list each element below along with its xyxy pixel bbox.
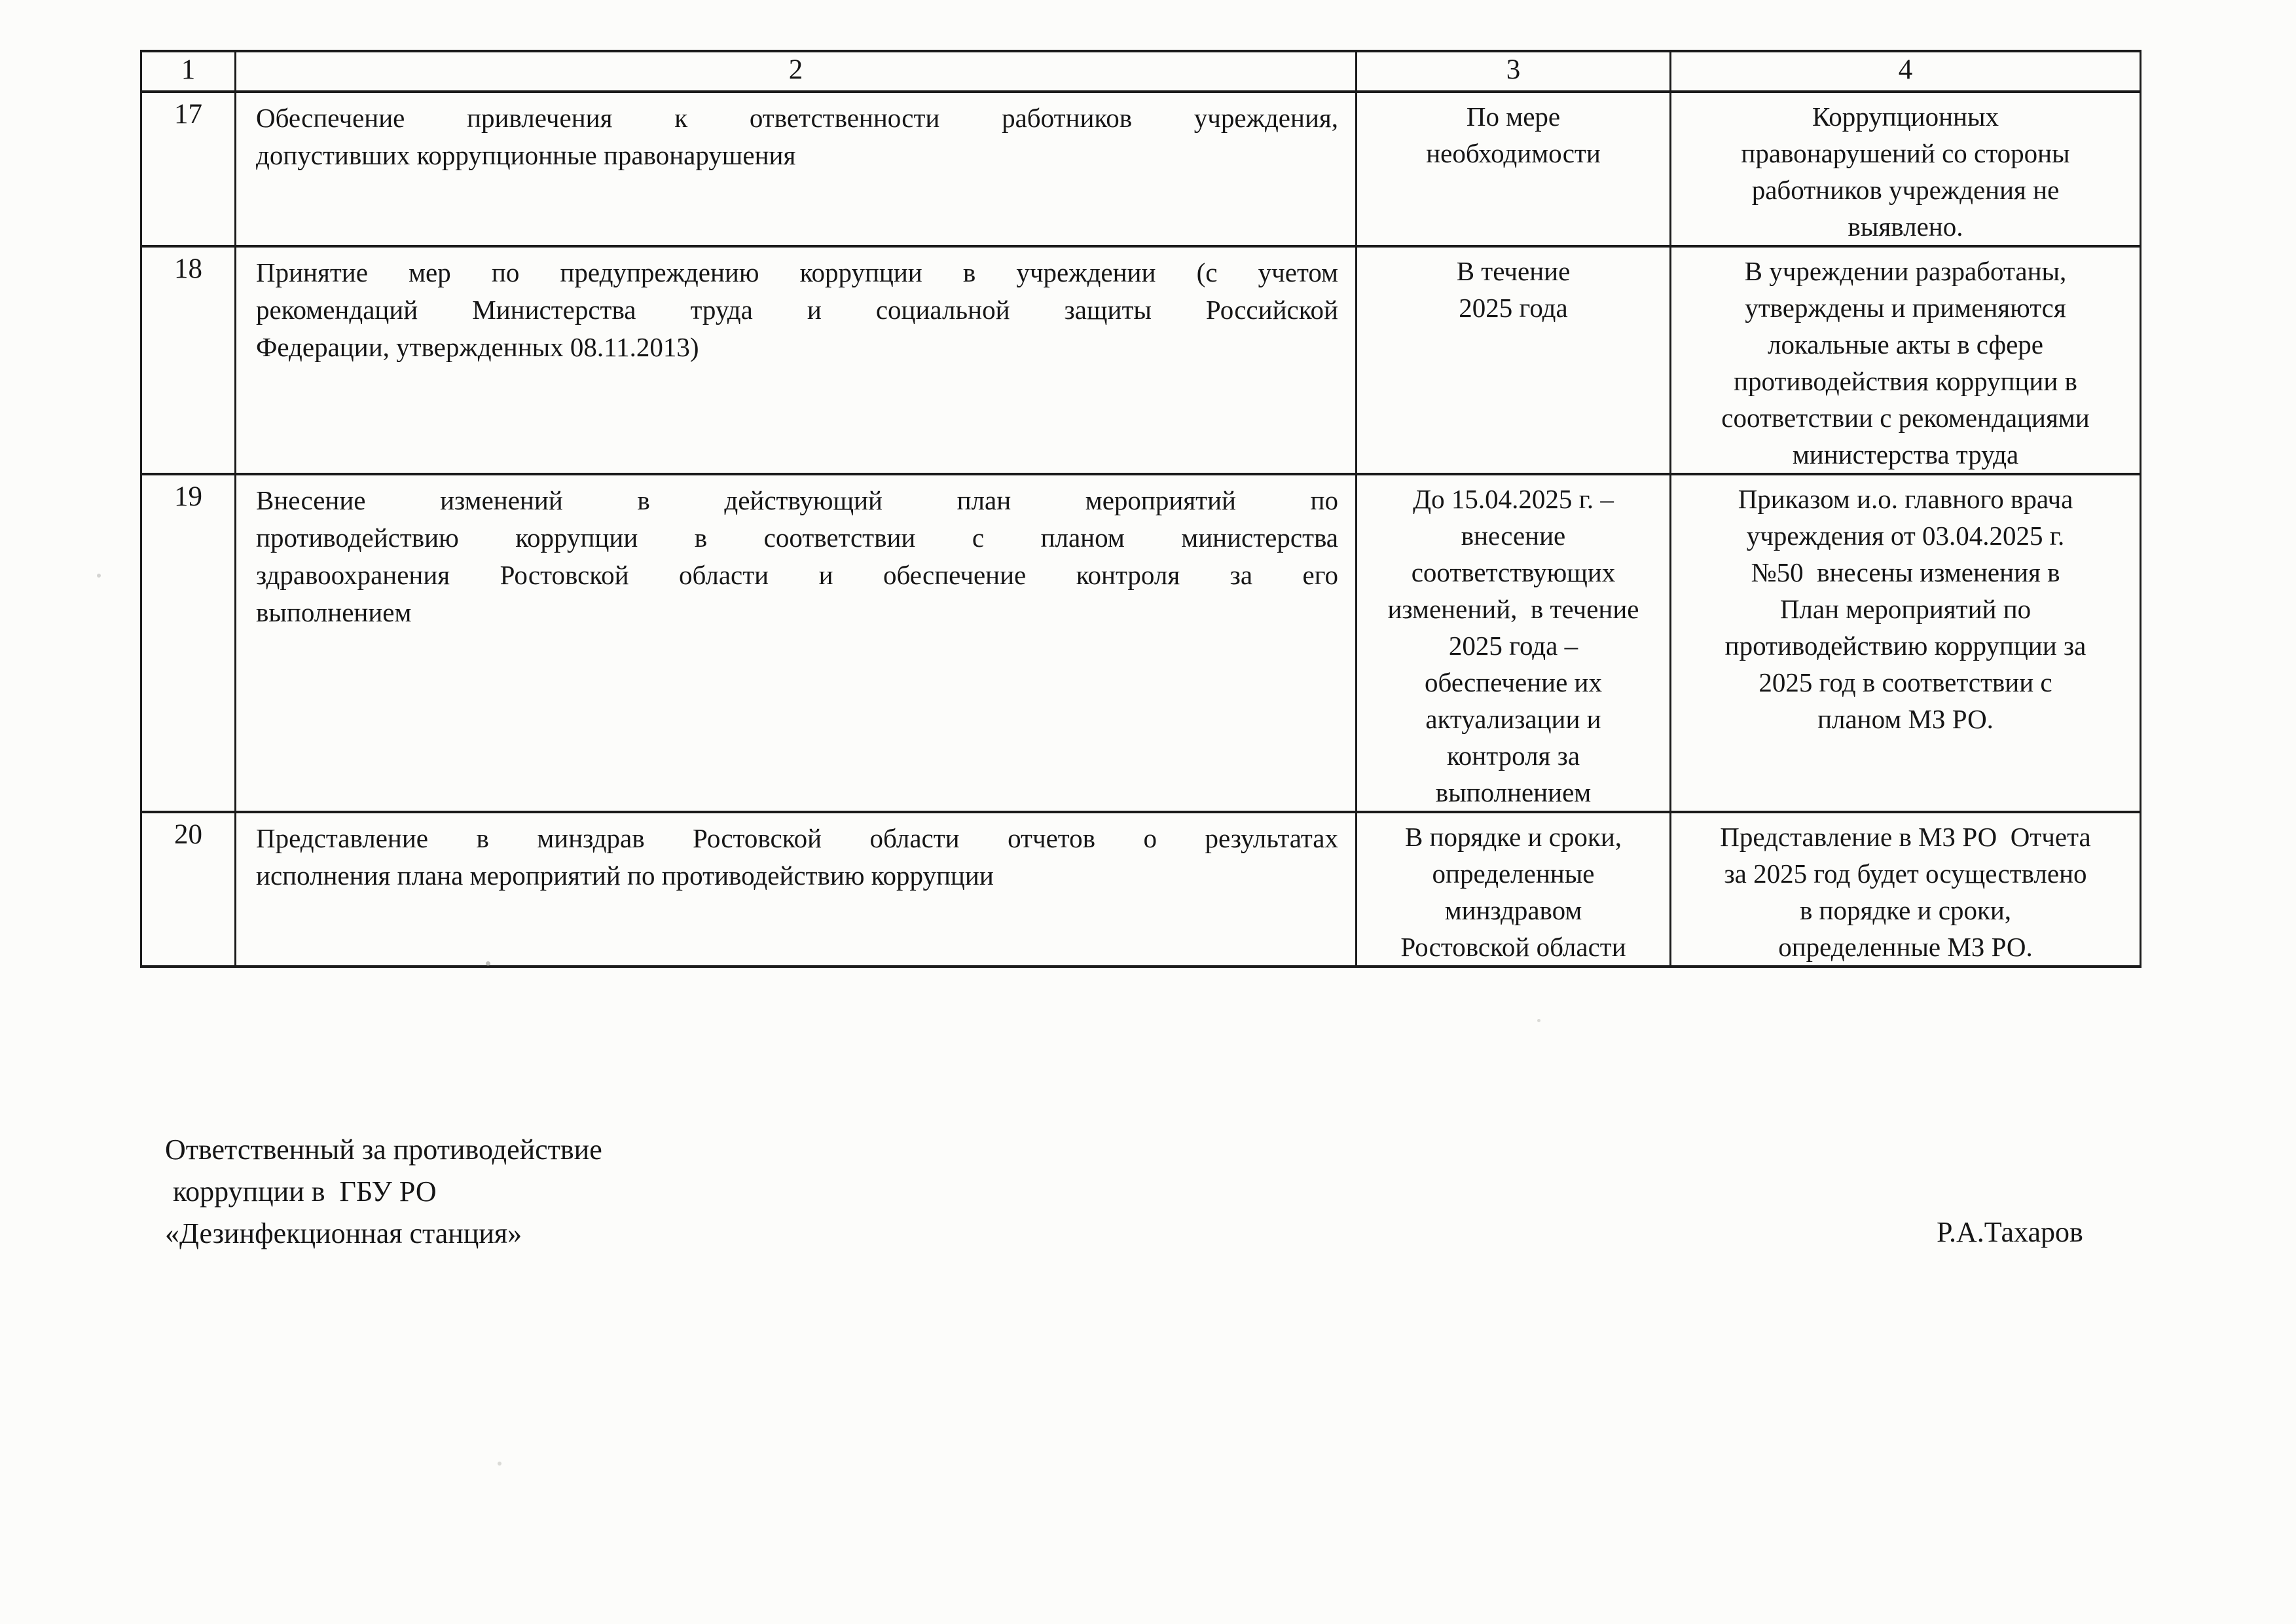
text-line: правонарушений со стороны (1741, 138, 2070, 168)
text-line: актуализации и (1425, 704, 1601, 734)
text-line: противодействию коррупции в соответствии с планом министерства (256, 523, 1338, 553)
text-line: работников учреждения не (1751, 175, 2060, 205)
signature-line-2: коррупции в ГБУ РО (173, 1175, 437, 1208)
text-line: планом МЗ РО. (1817, 704, 1994, 734)
row-number: 17 (141, 92, 236, 246)
text-line: рекомендаций Министерства труда и социальной защиты Российской (256, 295, 1338, 325)
term-cell (1357, 246, 1671, 474)
text-line: определенные (1432, 858, 1595, 889)
column-header-1: 1 (141, 51, 236, 92)
text-line: Принятие мер по предупреждению коррупции в учреждении (с учетом (256, 257, 1338, 287)
text-line: в порядке и сроки, (1799, 895, 2012, 925)
text-line: До 15.04.2025 г. – (1413, 484, 1614, 514)
column-header-3: 3 (1357, 51, 1671, 92)
table-row-20 (141, 812, 2141, 967)
text-line: учреждения от 03.04.2025 г. (1746, 521, 2065, 551)
text-line: определенные МЗ РО. (1778, 932, 2033, 962)
term-cell (1357, 92, 1671, 246)
row-number: 19 (141, 474, 236, 812)
signatory-name: Р.А.Тахаров (1937, 1216, 2083, 1248)
measure-cell (236, 246, 1357, 474)
text-line: изменений, в течение (1387, 594, 1639, 624)
signature-line-1: Ответственный за противодействие (165, 1134, 602, 1166)
text-line: исполнения плана мероприятий по противодействию коррупции (256, 860, 994, 891)
text-line: Ростовской области (1400, 932, 1626, 962)
text-line: По мере (1466, 101, 1561, 132)
column-header-4: 4 (1671, 51, 2141, 92)
table-header-row (141, 51, 2141, 92)
text-line: противодействию коррупции за (1724, 631, 2086, 661)
text-line: соответствии с рекомендациями (1721, 403, 2090, 433)
text-line: выявлено. (1848, 212, 1963, 242)
text-line: министерства труда (1792, 439, 2019, 470)
term-cell (1357, 812, 1671, 967)
text-line: допустивших коррупционные правонарушения (256, 140, 796, 170)
text-line: локальные акты в сфере (1768, 329, 2043, 360)
text-line: соответствующих (1411, 557, 1616, 587)
measure-cell (236, 92, 1357, 246)
text-line: Коррупционных (1812, 101, 1999, 132)
measure-cell (236, 474, 1357, 812)
text-line: внесение (1461, 521, 1566, 551)
term-cell (1357, 474, 1671, 812)
row-number: 20 (141, 812, 236, 967)
text-line: План мероприятий по (1779, 594, 2032, 624)
text-line: №50 внесены изменения в (1751, 557, 2060, 587)
row-number: 18 (141, 246, 236, 474)
scan-speck (1537, 1019, 1540, 1022)
text-line: выполнением (1435, 777, 1592, 807)
result-cell (1671, 474, 2141, 812)
text-line: здравоохранения Ростовской области и обеспечение контроля за его (256, 560, 1338, 590)
text-line: Обеспечение привлечения к ответственности работников учреждения, (256, 103, 1338, 133)
text-line: Представление в минздрав Ростовской области отчетов о результатах (256, 823, 1338, 853)
text-line: утверждены и применяются (1745, 293, 2066, 323)
text-line: Представление в МЗ РО Отчета (1720, 822, 2091, 852)
scan-speck (97, 574, 101, 578)
text-line: Федерации, утвержденных 08.11.2013) (256, 332, 699, 362)
text-line: минздравом (1444, 895, 1582, 925)
text-line: В порядке и сроки, (1404, 822, 1622, 852)
anticorruption-plan-table (140, 50, 2141, 968)
text-line: противодействия коррупции в (1734, 366, 2077, 396)
result-cell (1671, 92, 2141, 246)
table-row-18 (141, 246, 2141, 474)
text-line: необходимости (1426, 138, 1601, 168)
text-line: Приказом и.о. главного врача (1738, 484, 2073, 514)
text-line: Внесение изменений в действующий план мероприятий по (256, 485, 1338, 515)
text-line: за 2025 год будет осуществлено (1724, 858, 2087, 889)
text-line: 2025 года (1459, 293, 1568, 323)
table-row-17 (141, 92, 2141, 246)
signature-block (165, 1129, 602, 1255)
result-cell (1671, 246, 2141, 474)
column-header-2: 2 (236, 51, 1357, 92)
text-line: 2025 года – (1448, 631, 1578, 661)
text-line: выполнением (256, 597, 412, 627)
table-row-19 (141, 474, 2141, 812)
signature-line-3: «Дезинфекционная станция» (165, 1217, 522, 1249)
measure-cell (236, 812, 1357, 967)
scan-speck (498, 1462, 501, 1466)
text-line: В течение (1456, 256, 1571, 286)
scan-speck (486, 961, 490, 966)
text-line: обеспечение их (1425, 667, 1602, 697)
result-cell (1671, 812, 2141, 967)
text-line: контроля за (1446, 741, 1580, 771)
text-line: В учреждении разработаны, (1744, 256, 2067, 286)
text-line: 2025 год в соответствии с (1758, 667, 2052, 697)
